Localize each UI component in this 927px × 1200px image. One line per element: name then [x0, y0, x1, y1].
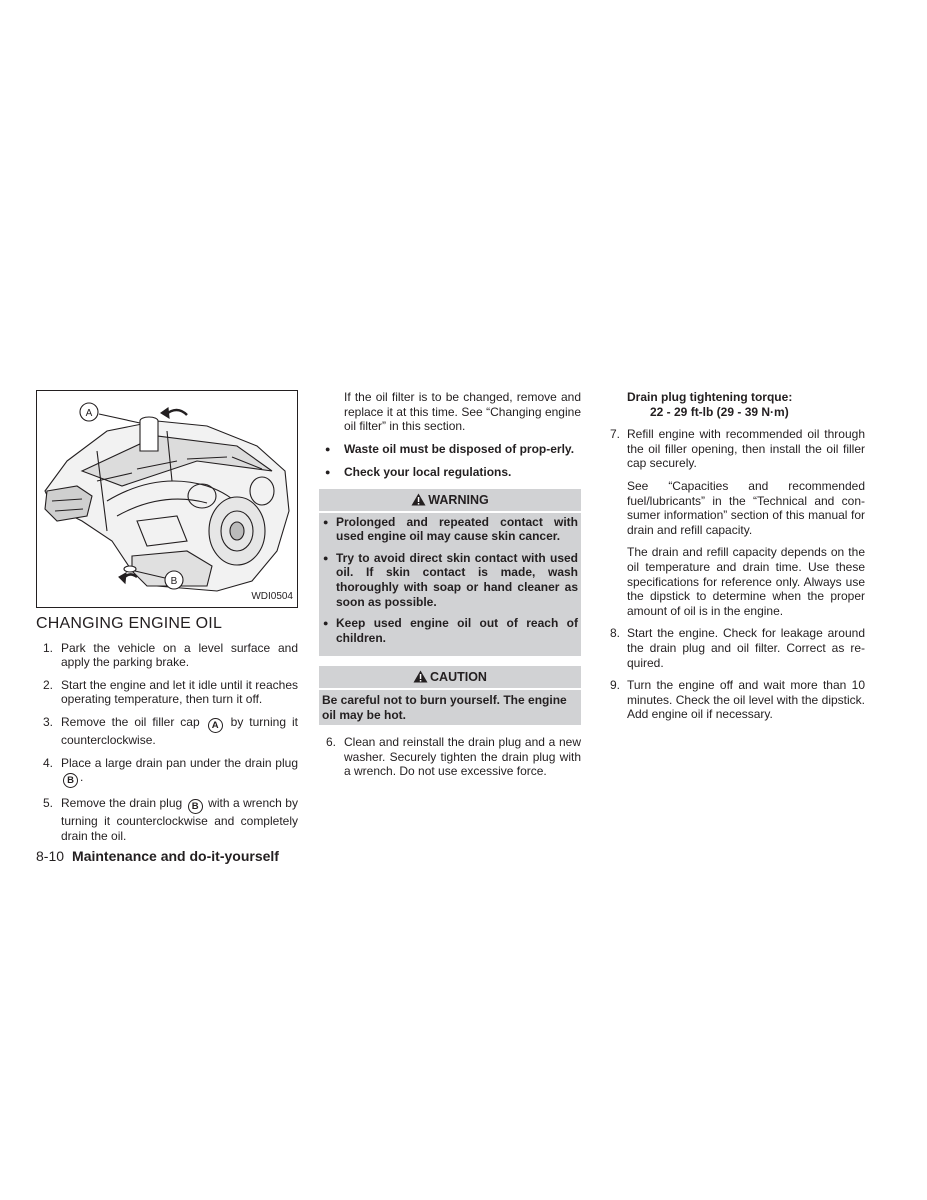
torque-heading: Drain plug tightening torque:	[627, 390, 793, 404]
callout-a: A	[85, 408, 93, 419]
warning-title: WARNING	[428, 492, 489, 507]
caution-box	[319, 666, 581, 725]
marker-b: B	[188, 799, 203, 814]
step-6: 6. Clean and reinstall the drain plug and a new washer. Securely tighten the drain plug with a wrench. Do not use excessive force.	[326, 735, 581, 779]
step-1: 1. Park the vehicle on a level surface and apply the parking brake.	[43, 640, 298, 670]
engine-illustration	[37, 391, 297, 607]
warning-icon	[411, 493, 426, 506]
step-2: 2. Start the engine and let it idle until it reaches operating temperature, then turn it off.	[43, 677, 298, 707]
step-8: 8. Start the engine. Check for leakage around the drain plug and oil filter. Correct as re-quired.	[610, 626, 865, 670]
caution-header	[319, 666, 581, 688]
steps-list-middle	[319, 735, 581, 779]
step-9: 9. Turn the engine off and wait more than 10 minutes. Check the oil level with the dipstick. Add engine oil if necessary.	[610, 678, 865, 722]
warning-box	[319, 489, 581, 656]
bullet-regulations: ● Check your local regulations.	[319, 465, 581, 480]
steps-list-right	[610, 427, 865, 471]
caution-body: Be careful not to burn yourself. The engine oil may be hot.	[319, 688, 581, 725]
steps-list-left	[36, 641, 298, 844]
step-5: 5. Remove the drain plug B with a wrench by turning it counterclockwise and completely drain the oil.	[43, 796, 298, 843]
oil-filter-note: If the oil filter is to be changed, remove and replace it at this time. See “Changing engine oil filter” in this section.	[344, 390, 581, 434]
figure-code: WDI0504	[251, 591, 293, 603]
column-left	[36, 390, 298, 851]
column-right	[610, 390, 865, 730]
column-middle	[319, 390, 581, 787]
page-number: 8-10	[36, 848, 65, 864]
warning-item: ● Try to avoid direct skin contact with used oil. If skin contact is made, wash thoroughly with soap or hand cleaner as soon as possible.	[322, 551, 578, 609]
footer-section-title: Maintenance and do-it-yourself	[72, 848, 279, 864]
section-title: CHANGING ENGINE OIL	[36, 615, 223, 632]
page-footer	[36, 848, 279, 864]
steps-list-right-cont	[610, 626, 865, 722]
step-7: 7. Refill engine with recommended oil through the oil filler opening, then install the oil filler cap securely.	[610, 427, 865, 471]
warning-body	[319, 511, 581, 657]
marker-a: A	[208, 718, 223, 733]
caution-title: CAUTION	[430, 670, 487, 685]
marker-b: B	[63, 773, 78, 788]
warning-item: ● Prolonged and repeated contact with used engine oil may cause skin cancer.	[322, 515, 578, 544]
step-3: 3. Remove the oil filler cap A by turning it counterclockwise.	[43, 714, 298, 747]
step-7-capacity-ref: See “Capacities and recommended fuel/lubricants” in the “Technical and con-sumer information” section of this manual for drain and refill capacity.	[627, 478, 865, 537]
step-4: 4. Place a large drain pan under the drain plug B .	[43, 755, 298, 787]
callout-b: B	[170, 576, 178, 587]
bullet-dispose: ● Waste oil must be disposed of prop-erly.	[319, 442, 581, 457]
torque-value: 22 - 29 ft-lb (29 - 39 N·m)	[650, 404, 789, 419]
caution-icon	[413, 670, 428, 683]
warning-header	[319, 489, 581, 511]
warning-item: ● Keep used engine oil out of reach of children.	[322, 616, 578, 645]
step-7-capacity-note: The drain and refill capacity depends on the oil temperature and drain time. Use these specifications for reference only. Always use the dipstick to determine when the proper amount of oil is in the engine.	[627, 545, 865, 618]
engine-figure	[36, 390, 298, 608]
disposal-bullets	[319, 442, 581, 480]
